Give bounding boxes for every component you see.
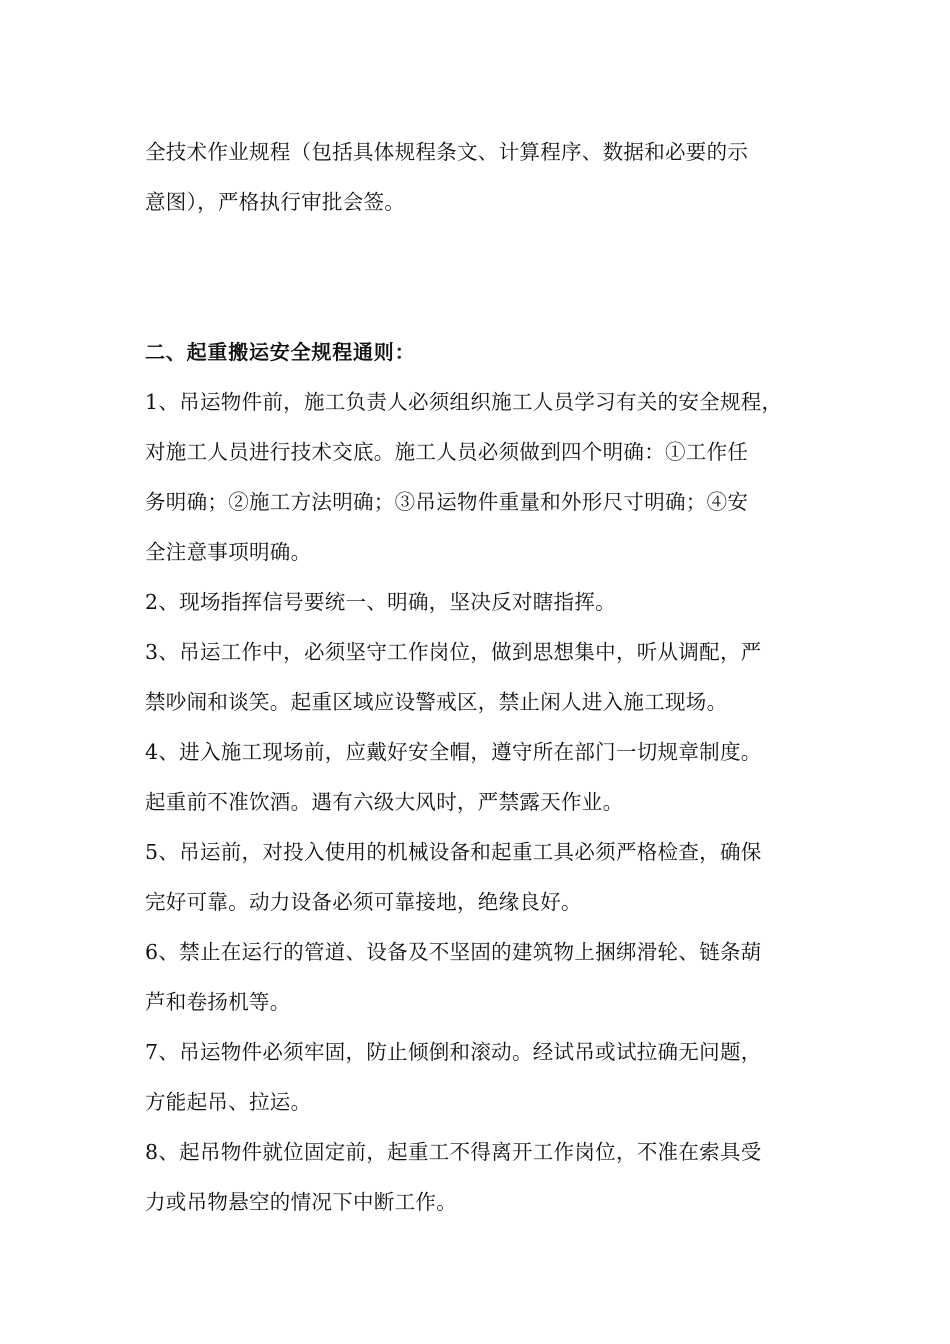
section-heading: 二、起重搬运安全规程通则：: [145, 340, 416, 364]
body-line: 5、吊运前，对投入使用的机械设备和起重工具必须严格检查，确保: [145, 840, 762, 864]
body-line: 4、进入施工现场前，应戴好安全帽，遵守所在部门一切规章制度。: [145, 740, 762, 764]
body-line: 6、禁止在运行的管道、设备及不坚固的建筑物上捆绑滑轮、链条葫: [145, 940, 762, 964]
intro-line: 意图），严格执行审批会签。: [145, 190, 406, 214]
body-line: 8、起吊物件就位固定前，起重工不得离开工作岗位，不准在索具受: [145, 1140, 762, 1164]
body-line: 务明确；②施工方法明确；③吊运物件重量和外形尺寸明确；④安: [145, 490, 749, 514]
body-line: 1、吊运物件前，施工负责人必须组织施工人员学习有关的安全规程，: [145, 390, 783, 414]
body-line: 禁吵闹和谈笑。起重区域应设警戒区，禁止闲人进入施工现场。: [145, 690, 728, 714]
body-line: 力或吊物悬空的情况下中断工作。: [145, 1190, 457, 1214]
body-line: 2、现场指挥信号要统一、明确，坚决反对瞎指挥。: [145, 590, 616, 614]
body-line: 起重前不准饮酒。遇有六级大风时，严禁露天作业。: [145, 790, 624, 814]
body-line: 方能起吊、拉运。: [145, 1090, 312, 1114]
body-line: 芦和卷扬机等。: [145, 990, 291, 1014]
section-body: [145, 377, 825, 1227]
body-line: 3、吊运工作中，必须坚守工作岗位，做到思想集中，听从调配，严: [145, 640, 762, 664]
body-line: 对施工人员进行技术交底。施工人员必须做到四个明确：①工作任: [145, 440, 749, 464]
intro-paragraph: [145, 127, 825, 227]
intro-line: 全技术作业规程（包括具体规程条文、计算程序、数据和必要的示: [145, 140, 749, 164]
body-line: 完好可靠。动力设备必须可靠接地，绝缘良好。: [145, 890, 582, 914]
body-line: 7、吊运物件必须牢固，防止倾倒和滚动。经试吊或试拉确无问题，: [145, 1040, 762, 1064]
body-line: 全注意事项明确。: [145, 540, 312, 564]
